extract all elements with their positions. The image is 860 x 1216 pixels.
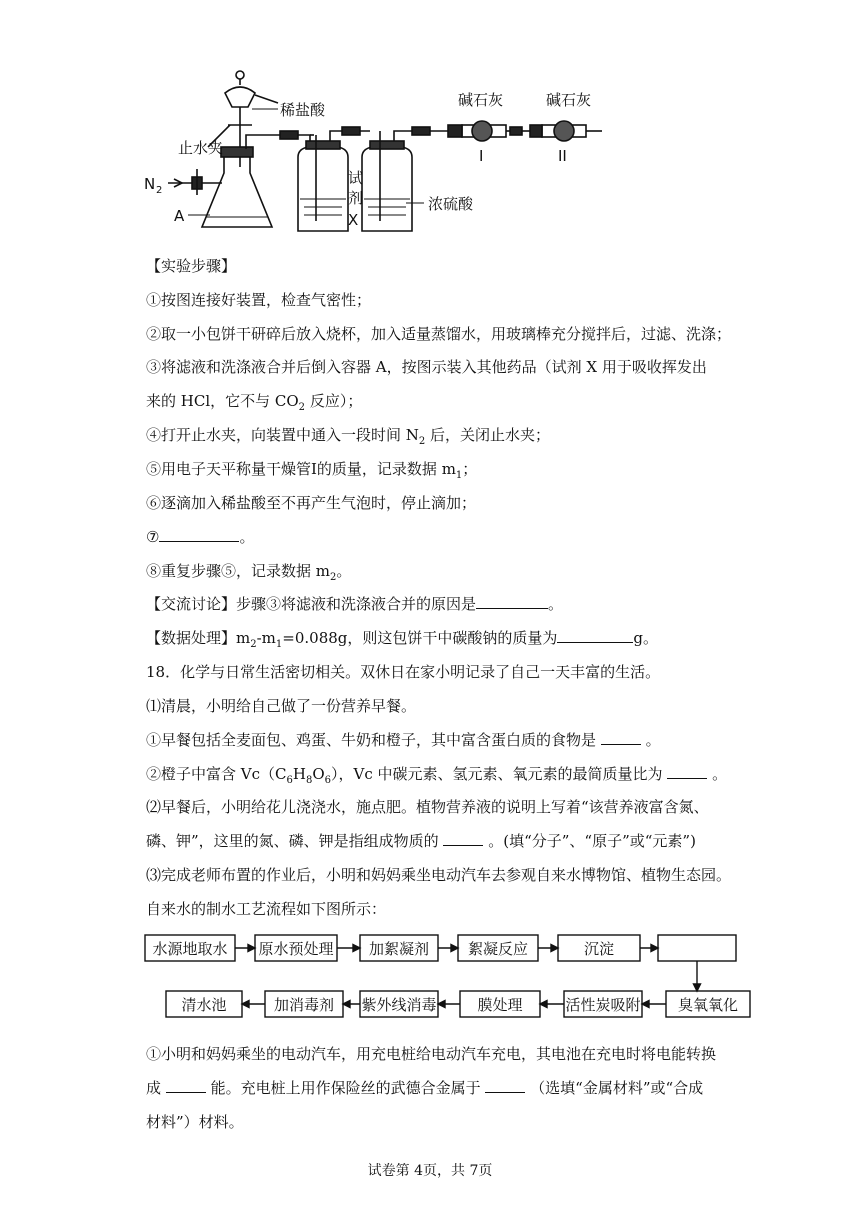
flow-arrow-b2-head	[343, 1001, 350, 1008]
part-1b: ②橙子中富含 $Vc(C_6H_8O_6)$，Vc 中碳元素、氢元素、氧元素的最简质量比为 。	[146, 765, 728, 786]
answer-blank[interactable]	[166, 1078, 206, 1093]
step-7: ⑦ 。	[146, 528, 255, 546]
flow-step-b1-label: 清水池	[181, 996, 227, 1014]
answer-blank[interactable]	[601, 730, 641, 745]
step-6: ⑥逐滴加入稀盐酸至不再产生气泡时，停止滴加；	[146, 494, 477, 512]
part-3c-line-3: 材料”）材料。	[146, 1113, 244, 1131]
tube-ii-label: II	[558, 147, 567, 165]
flow-step-b6-label: 臭氧氧化	[677, 996, 739, 1014]
answer-blank[interactable]	[557, 628, 633, 643]
flow-step-b4-label: 膜处理	[477, 996, 523, 1014]
flow-arrow-2-head	[353, 945, 360, 952]
flow-arrow-b5-head	[642, 1001, 649, 1008]
part-3c-line-1: ①小明和妈妈乘坐的电动汽车，用充电桩给电动汽车充电，其电池在充电时将电能转换	[146, 1045, 717, 1063]
step-4: ④打开止水夹，向装置中通入一段时间 $N_2$ 后，关闭止水夹；	[146, 426, 551, 447]
step-2: ②取一小包饼干研碎后放入烧杯，加入适量蒸馏水，用玻璃棒充分搅拌后，过滤、洗涤；	[146, 325, 732, 343]
part-3-line-2: 自来水的制水工艺流程如下图所示：	[146, 900, 387, 918]
step-1: ①按图连接好装置，检查气密性；	[146, 291, 372, 309]
apparatus-diagram	[130, 55, 610, 235]
part-3-line-1: ⑶完成老师布置的作业后，小明和妈妈乘坐电动汽车去参观自来水博物馆、植物生态园。	[146, 866, 732, 884]
data-processing: 【数据处理】$m_2-m_1=0.088g$，则这包饼干中碳酸钠的质量为 g。	[146, 629, 659, 650]
n2-label: N	[144, 175, 156, 193]
step-5: ⑤用电子天平称量干燥管I的质量，记录数据 $m_1$；	[146, 460, 478, 481]
part-3c-line-2: 成 能。充电桩上用作保险丝的武德合金属于 （选填“金属材料”或“合成	[146, 1079, 704, 1097]
n2-subscript: 2	[156, 185, 163, 196]
answer-blank[interactable]	[667, 764, 707, 779]
flow-step-b5-label: 活性炭吸附	[565, 996, 641, 1014]
flow-step-4-label: 絮凝反应	[467, 940, 529, 958]
answer-blank[interactable]	[485, 1078, 525, 1093]
answer-blank[interactable]	[476, 594, 548, 609]
step-3-line-1: ③将滤液和洗涤液合并后倒入容器 A，按图示装入其他药品（试剂 X 用于吸收挥发出	[146, 358, 707, 376]
sulfuric-acid-label: 浓硫酸	[428, 195, 474, 213]
flow-step-3-label: 加絮凝剂	[368, 940, 430, 958]
flow-arrow-b1-head	[242, 1001, 249, 1008]
flow-step-2-label: 原水预处理	[258, 940, 334, 958]
question-18: 18．化学与日常生活密切相关。双休日在家小明记录了自己一天丰富的生活。	[146, 663, 661, 681]
part-2-line-1: ⑵早餐后，小明给花儿浇浇水，施点肥。植物营养液的说明上写着“该营养液富含氮、	[146, 798, 709, 816]
flow-arrow-1-head	[248, 945, 255, 952]
flow-arrow-down-head	[694, 984, 701, 991]
tube-i-label: I	[479, 147, 484, 165]
flow-arrow-5-head	[651, 945, 658, 952]
part-1a: ①早餐包括全麦面包、鸡蛋、牛奶和橙子，其中富含蛋白质的食物是 。	[146, 731, 661, 749]
water-treatment-flowchart	[140, 925, 760, 1025]
flow-arrow-3-head	[451, 945, 458, 952]
flow-arrow-4-head	[551, 945, 558, 952]
container-a-label: A	[174, 207, 185, 225]
answer-blank[interactable]	[159, 527, 239, 542]
reagent-x-char-2: 剂	[348, 189, 364, 207]
step-3-line-2: 来的 HCl，它不与 $CO_2$ 反应）；	[146, 392, 363, 413]
reagent-x-char-1: 试	[348, 169, 364, 187]
part-2-line-2: 磷、钾”，这里的氮、磷、钾是指组成物质的 。(填“分子”、“原子”或“元素”)	[146, 832, 696, 850]
discussion: 【交流讨论】步骤③将滤液和洗涤液合并的原因是 。	[146, 595, 564, 613]
page-footer: 试卷第 4页，共 7页	[367, 1163, 493, 1179]
flow-step-5-label: 沉淀	[583, 940, 615, 958]
clamp-label: 止水夹	[178, 139, 224, 157]
steps-heading: 【实验步骤】	[146, 257, 237, 275]
reagent-x-char-3: X	[348, 211, 359, 229]
step-8: ⑧重复步骤⑤，记录数据 $m_2$。	[146, 562, 352, 583]
flow-step-b3-label: 紫外线消毒	[361, 996, 437, 1014]
flow-step-b2-label: 加消毒剂	[273, 996, 335, 1014]
part-1: ⑴清晨，小明给自己做了一份营养早餐。	[146, 697, 417, 715]
flow-arrow-b4-head	[540, 1001, 547, 1008]
answer-blank[interactable]	[443, 831, 483, 846]
soda-lime-label-1: 碱石灰	[458, 91, 504, 109]
flow-step-6-box	[658, 935, 736, 961]
acid-label: 稀盐酸	[280, 101, 326, 119]
flow-arrow-b3-head	[438, 1001, 445, 1008]
soda-lime-label-2: 碱石灰	[546, 91, 592, 109]
flow-step-1-label: 水源地取水	[152, 940, 228, 958]
